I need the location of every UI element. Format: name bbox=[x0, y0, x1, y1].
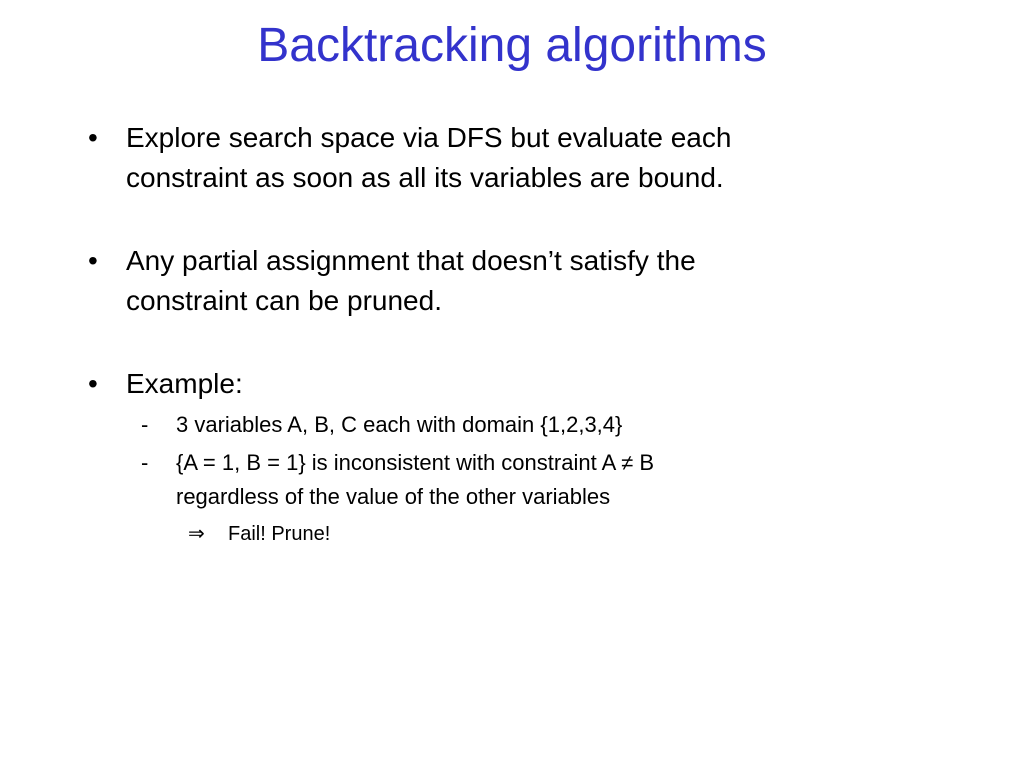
implies-icon: ⇒ bbox=[188, 523, 205, 545]
bullet-item bbox=[88, 118, 988, 198]
bullet-line: Any partial assignment that doesn’t satisfy the bbox=[126, 245, 696, 276]
bullet-item bbox=[88, 241, 988, 321]
bullet-line: constraint as soon as all its variables are bound. bbox=[126, 162, 724, 193]
bullet-line: constraint can be pruned. bbox=[126, 285, 442, 316]
sub-bullet-line: 3 variables A, B, C each with domain {1,2,3,4} bbox=[176, 412, 623, 437]
conclusion-item bbox=[88, 518, 988, 550]
sub-bullet-line: regardless of the value of the other variables bbox=[176, 484, 611, 509]
sub-bullet-marker: - bbox=[141, 412, 149, 437]
sub-bullet-marker: - bbox=[141, 450, 149, 475]
bullet-line: Example: bbox=[126, 368, 243, 399]
sub-bullet-item bbox=[88, 408, 988, 442]
bullet-line: Explore search space via DFS but evaluate each bbox=[126, 122, 732, 153]
sub-bullet-line: {A = 1, B = 1} is inconsistent with constraint A ≠ B bbox=[176, 450, 655, 475]
bullet-marker: • bbox=[88, 368, 98, 399]
bullet-item bbox=[88, 364, 988, 404]
bullet-marker: • bbox=[88, 122, 98, 153]
slide-body bbox=[88, 118, 988, 550]
conclusion-text: Fail! Prune! bbox=[228, 523, 331, 545]
sub-bullet-item bbox=[88, 446, 988, 514]
bullet-marker: • bbox=[88, 245, 98, 276]
slide-title: Backtracking algorithms bbox=[257, 19, 767, 72]
